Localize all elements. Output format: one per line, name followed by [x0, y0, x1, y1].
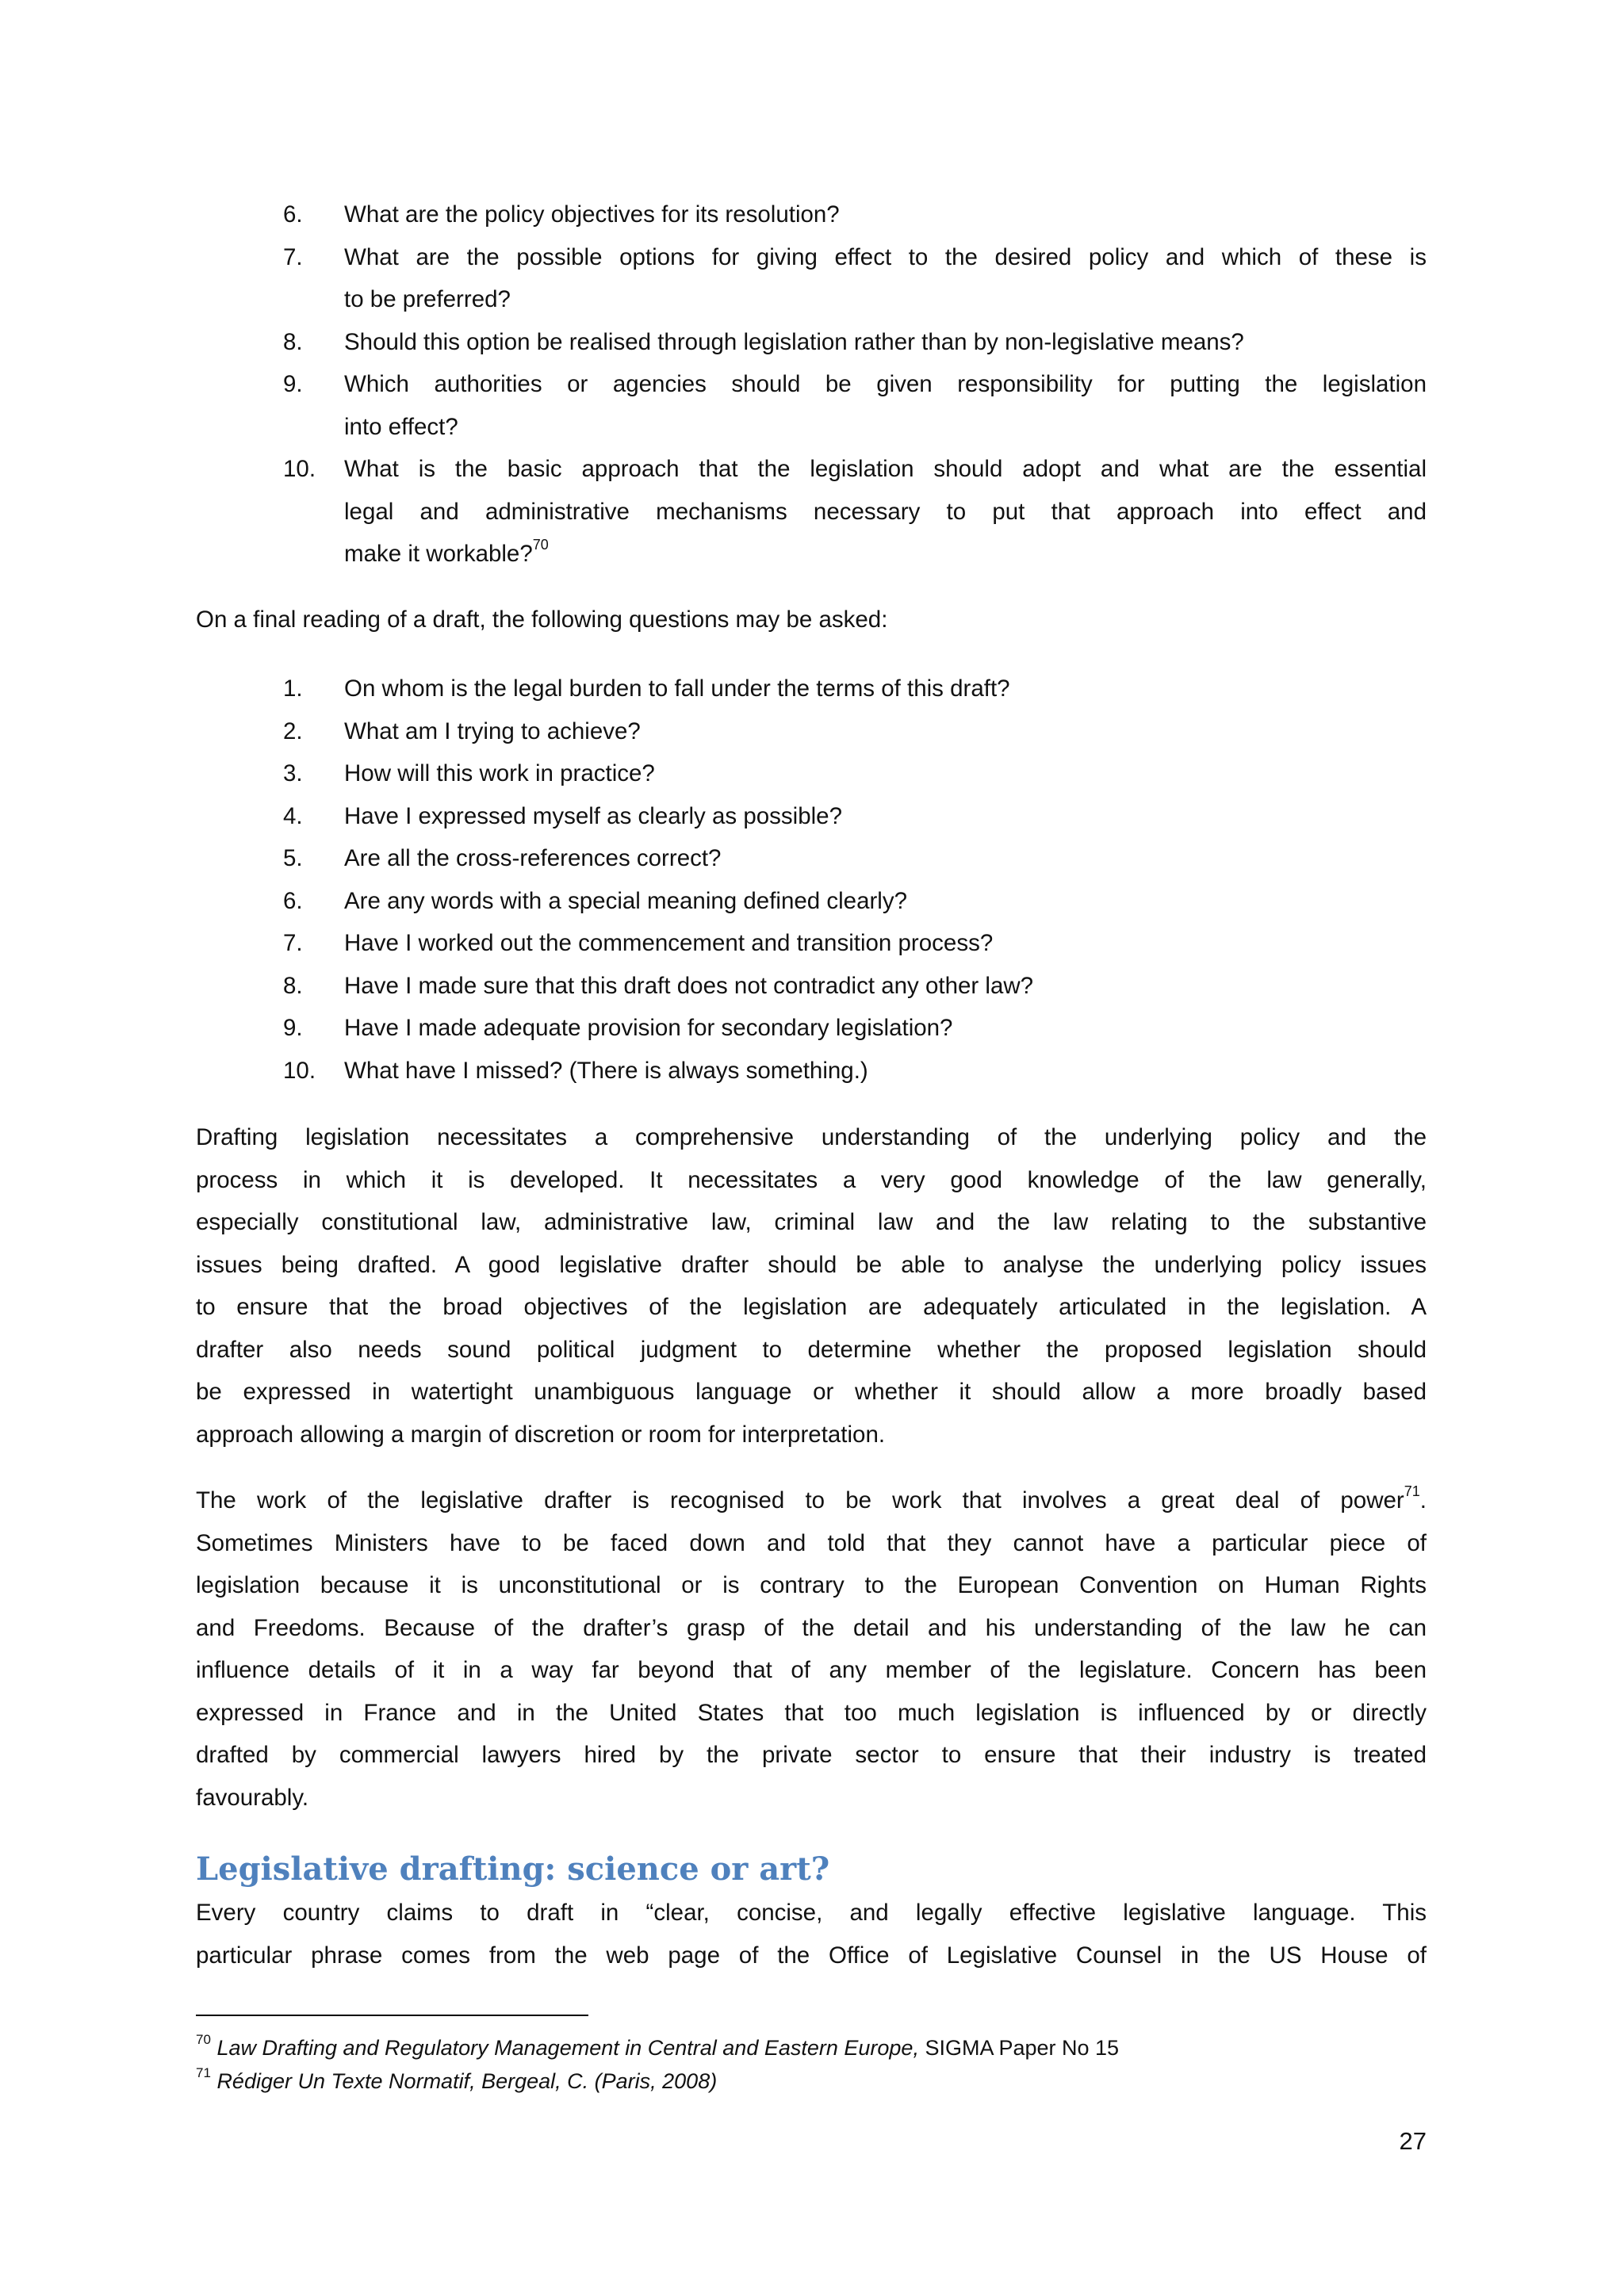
- paragraph-drafting-understanding: [196, 1116, 1427, 1456]
- page-number: 27: [1399, 2127, 1427, 2155]
- list-number: 7.: [283, 930, 303, 956]
- list-item: [196, 668, 1427, 710]
- list-item-text: to be preferred?: [344, 286, 511, 312]
- list-number: 1.: [283, 675, 303, 702]
- paragraph-line: drafter also needs sound political judgment to determine whether the proposed legislation should: [196, 1336, 1427, 1363]
- paragraph-line: legislation because it is unconstitutional or is contrary to the European Convention on Human Rights: [196, 1572, 1427, 1598]
- list-number: 6.: [283, 887, 303, 914]
- paragraph-line: process in which it is developed. It necessitates a very good knowledge of the law generally,: [196, 1166, 1427, 1193]
- list-number: 9.: [283, 1015, 303, 1041]
- paragraph-line: expressed in France and in the United States that too much legislation is influenced by or directly: [196, 1699, 1427, 1726]
- list-item: [196, 448, 1427, 576]
- list-number: 6.: [283, 201, 303, 228]
- question-list-policy: [196, 193, 1427, 576]
- list-item-text: What are the policy objectives for its resolution?: [344, 201, 840, 228]
- question-list-final-reading: [196, 668, 1427, 1092]
- list-item-line: [344, 278, 1427, 321]
- list-item-text: Are all the cross-references correct?: [344, 845, 722, 871]
- list-item: [196, 236, 1427, 321]
- list-item-text: What have I missed? (There is always something.): [344, 1057, 868, 1084]
- list-number: 10.: [283, 1057, 316, 1084]
- list-item-text: How will this work in practice?: [344, 760, 655, 786]
- list-item-text: What am I trying to achieve?: [344, 718, 641, 744]
- list-item-text: Have I made sure that this draft does not contradict any other law?: [344, 972, 1034, 999]
- paragraph-line: and Freedoms. Because of the drafter’s grasp of the detail and his understanding of the law he can: [196, 1614, 1427, 1641]
- list-item: [196, 363, 1427, 448]
- list-item-line: [344, 193, 1427, 236]
- paragraph-line: influence details of it in a way far beyond that of any member of the legislature. Concern has been: [196, 1657, 1427, 1683]
- list-item-line: [344, 236, 1427, 279]
- footnote-70: $^{70}$ Law Drafting and Regulatory Management in Central and Eastern Europe, SIGMA Paper No 15: [196, 2032, 1120, 2060]
- intro-paragraph: On a final reading of a draft, the following questions may be asked:: [196, 607, 888, 633]
- footnote-ref[interactable]: 70: [532, 537, 549, 553]
- paragraph-drafter-power: The work of the legislative drafter is recognised to be work that involves a great deal of power$^{71}$. Sometimes Ministers have to be faced down and told that they cannot have a particular piece of legislation because it is unconstitutional or is contrary to the European Convention on Human Rights and Freedoms. Because of the drafter’s grasp of the detail and his understanding of the law he can influence details of it in a way far beyond that of any member of the legislature. Concern has been expressed in France and in the United States that too much legislation is influenced by or directly drafted by commercial lawyers hired by the private sector to ensure that their industry is treated favourably.: [196, 1479, 1427, 1819]
- list-item-line: [344, 448, 1427, 491]
- list-number: 5.: [283, 845, 303, 871]
- list-item: [196, 922, 1427, 965]
- list-item-text: into effect?: [344, 413, 458, 440]
- paragraph-line: approach allowing a margin of discretion or room for interpretation.: [196, 1421, 886, 1448]
- list-item-text: Which authorities or agencies should be given responsibility for putting the legislation: [344, 371, 1427, 397]
- list-item: [196, 752, 1427, 795]
- list-item-line: [344, 533, 1427, 576]
- paragraph-line: be expressed in watertight unambiguous language or whether it should allow a more broadly based: [196, 1379, 1427, 1405]
- list-item-text: Are any words with a special meaning defined clearly?: [344, 887, 908, 914]
- list-item-text: Should this option be realised through legislation rather than by non-legislative means?: [344, 328, 1244, 355]
- list-item-line: [344, 491, 1427, 534]
- paragraph-line: to ensure that the broad objectives of the legislation are adequately articulated in the legislation. A: [196, 1294, 1427, 1320]
- list-item: [196, 1007, 1427, 1050]
- list-item: [196, 193, 1427, 236]
- list-item-text: What are the possible options for giving effect to the desired policy and which of these is: [344, 243, 1427, 270]
- paragraph-line: drafted by commercial lawyers hired by the private sector to ensure that their industry is treated: [196, 1742, 1427, 1768]
- list-item-line: [344, 406, 1427, 449]
- list-item-line: [344, 363, 1427, 406]
- list-number: 10.: [283, 456, 316, 482]
- list-number: 8.: [283, 328, 303, 355]
- list-number: 3.: [283, 760, 303, 786]
- list-item: [196, 837, 1427, 880]
- paragraph-line: Every country claims to draft in “clear, concise, and legally effective legislative language. This: [196, 1900, 1427, 1926]
- list-item-text: On whom is the legal burden to fall under the terms of this draft?: [344, 675, 1010, 702]
- paragraph-line: particular phrase comes from the web page of the Office of Legislative Counsel in the US House of: [196, 1942, 1427, 1969]
- paragraph-line: especially constitutional law, administrative law, criminal law and the law relating to the substantive: [196, 1209, 1427, 1235]
- list-number: 7.: [283, 243, 303, 270]
- list-item-line: [344, 321, 1427, 364]
- paragraph-line: favourably.: [196, 1784, 309, 1811]
- list-number: 8.: [283, 972, 303, 999]
- list-item-text: Have I worked out the commencement and transition process?: [344, 930, 994, 956]
- list-number: 9.: [283, 371, 303, 397]
- footnote-divider: [196, 2015, 588, 2016]
- list-item: [196, 795, 1427, 838]
- section-heading: Legislative drafting: science or art?: [196, 1850, 830, 1888]
- paragraph-science-or-art: [196, 1892, 1427, 1976]
- list-item: [196, 321, 1427, 364]
- list-item: [196, 880, 1427, 923]
- list-item: [196, 710, 1427, 753]
- list-item: [196, 1050, 1427, 1093]
- list-item: [196, 965, 1427, 1008]
- footnote-71: $^{71}$ Rédiger Un Texte Normatif, Bergeal, C. (Paris, 2008): [196, 2065, 718, 2093]
- list-item-text: What is the basic approach that the legislation should adopt and what are the essential: [344, 456, 1427, 482]
- paragraph-line: issues being drafted. A good legislative drafter should be able to analyse the underlying policy issues: [196, 1251, 1427, 1278]
- list-item-text: Have I made adequate provision for secondary legislation?: [344, 1015, 953, 1041]
- paragraph-line: Sometimes Ministers have to be faced down and told that they cannot have a particular piece of: [196, 1529, 1427, 1556]
- list-number: 2.: [283, 718, 303, 744]
- footnote-ref[interactable]: 71: [1404, 1483, 1420, 1499]
- list-item-text: legal and administrative mechanisms necessary to put that approach into effect and: [344, 498, 1427, 525]
- list-item-text: make it workable?: [344, 541, 533, 567]
- list-item-text: Have I expressed myself as clearly as possible?: [344, 802, 842, 829]
- list-number: 4.: [283, 802, 303, 829]
- paragraph-line: Drafting legislation necessitates a comprehensive understanding of the underlying policy and the: [196, 1124, 1427, 1150]
